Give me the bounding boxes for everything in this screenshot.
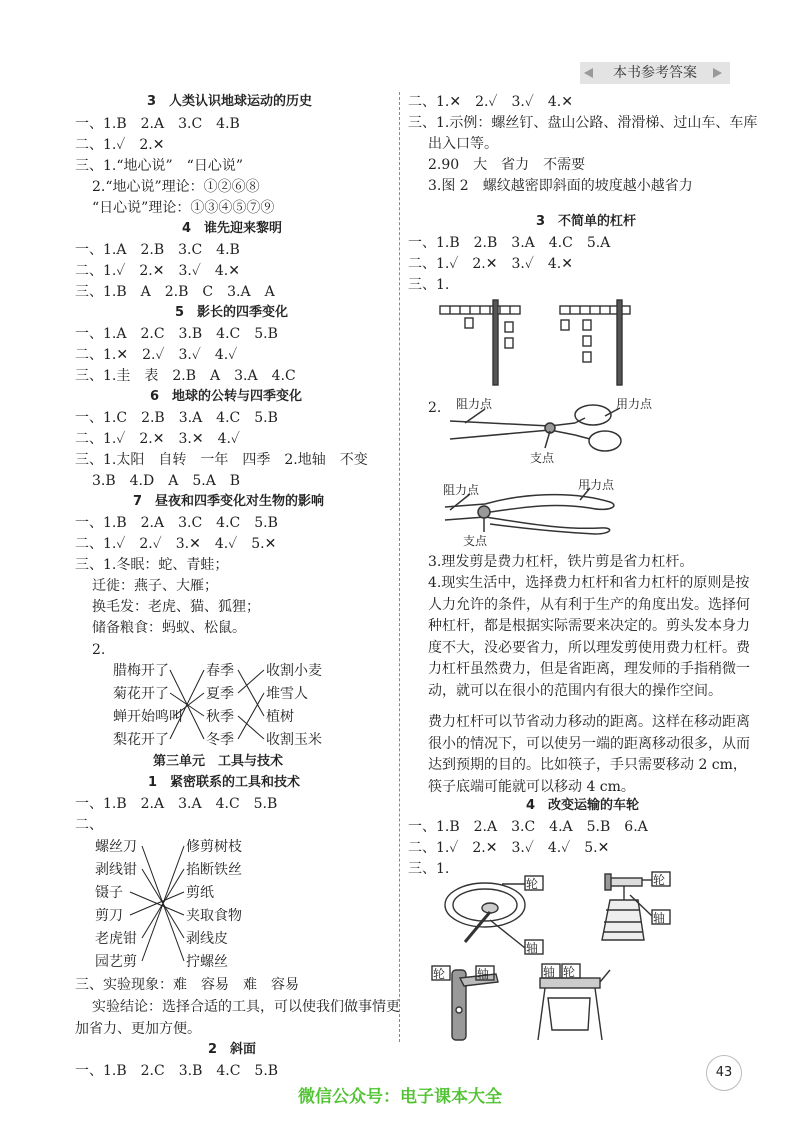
- section-title: 4 谁先迎来黎明: [182, 221, 283, 236]
- effort-point-label: 用力点: [578, 478, 615, 492]
- page-number: 43: [706, 1055, 742, 1091]
- wheel-axle-figures: [430, 870, 730, 1050]
- answer-line: 2.“地心说”理论：①②⑥⑧: [92, 179, 260, 195]
- use-item: 夹取食物: [186, 908, 242, 924]
- answer-line: 三、1.示例：螺丝钉、盘山公路、滑滑梯、过山车、车库: [408, 115, 758, 131]
- answer-line: 二、1.✕ 2.✓ 3.✓ 4.✕: [408, 94, 573, 110]
- answer-line: 二、1.✓ 2.✕: [75, 137, 165, 153]
- answer-line: “日心说”理论：①③④⑤⑦⑨: [92, 200, 275, 216]
- tool-match-lines: [0, 0, 400, 980]
- match-left-item: 菊花开了: [113, 686, 169, 702]
- tool-item: 镊子: [95, 885, 123, 901]
- answer-line: 三、1.太阳 自转 一年 四季 2.地轴 不变: [75, 452, 368, 468]
- answer-line: 一、1.A 2.C 3.B 4.C 5.B: [75, 326, 278, 342]
- fulcrum-label: 支点: [463, 534, 488, 548]
- answer-line: 三、1.B A 2.B C 3.A A: [75, 284, 275, 300]
- answer-line: 三、实验现象：难 容易 难 容易: [75, 977, 299, 993]
- answer-line: 一、1.B 2.A 3.C 4.A 5.B 6.A: [408, 819, 648, 835]
- tool-item: 剥线钳: [95, 862, 137, 878]
- section-title: 5 影长的四季变化: [175, 305, 289, 320]
- header-arrow-left-icon: [584, 68, 593, 78]
- fulcrum-label: 支点: [530, 451, 555, 465]
- section-title: 3 人类认识地球运动的历史: [147, 94, 313, 109]
- section-title: 1 紧密联系的工具和技术: [148, 775, 301, 790]
- match-mid-item: 冬季: [206, 732, 234, 748]
- match-left-item: 腊梅开了: [113, 663, 169, 679]
- answer-line: 换毛发：老虎、猫、狐狸；: [92, 599, 260, 615]
- use-item: 修剪树枝: [186, 839, 242, 855]
- answer-line: 二、1.✓ 2.✕ 3.✓ 4.✕: [75, 263, 240, 279]
- resistance-point-label: 阻力点: [456, 397, 493, 411]
- answer-line: 迁徙：燕子、大雁；: [92, 578, 218, 594]
- wheel-label: 轮: [653, 873, 666, 887]
- resistance-point-label: 阻力点: [443, 483, 480, 497]
- answer-line: 二、1.✓ 2.✕ 3.✕ 4.✓: [75, 431, 240, 447]
- lever-balance-figures: [435, 298, 635, 388]
- answer-line: 3.理发剪是费力杠杆，铁片剪是省力杠杆。: [428, 554, 694, 570]
- use-item: 剥线皮: [186, 931, 228, 947]
- answer-line: 三、1.: [408, 277, 450, 293]
- answer-line: 二、: [75, 817, 103, 833]
- answer-line: 2.: [92, 642, 106, 658]
- tool-item: 螺丝刀: [95, 839, 137, 855]
- match-right-item: 植树: [266, 709, 294, 725]
- answer-line: 一、1.B 2.A 3.C 4.C 5.B: [75, 515, 278, 531]
- axle-label: 轴: [526, 941, 539, 955]
- axle-label: 轴: [543, 965, 556, 979]
- match-right-item: 收割玉米: [266, 732, 322, 748]
- tool-item: 园艺剪: [95, 954, 137, 970]
- answer-line: 一、1.C 2.B 3.A 4.C 5.B: [75, 410, 278, 426]
- answer-line: 一、1.B 2.A 3.C 4.B: [75, 116, 240, 132]
- answer-line: 一、1.A 2.B 3.C 4.B: [75, 242, 240, 258]
- answer-line: 一、1.B 2.C 3.B 4.C 5.B: [75, 1063, 279, 1079]
- answer-line: 一、1.B 2.B 3.A 4.C 5.A: [408, 235, 611, 251]
- answer-line: 三、1.圭 表 2.B A 3.A 4.C: [75, 368, 296, 384]
- answer-line: 加省力、更加方便。: [75, 1021, 201, 1037]
- answer-line: 二、1.✓ 2.✕ 3.✓ 4.✕: [408, 256, 573, 272]
- use-item: 剪纸: [186, 885, 214, 901]
- answer-paragraph: 费力杠杆可以节省动力移动的距离。这样在移动距离很小的情况下，可以使另一端的距离移动很多，从而达到预期的目的。比如筷子，手只需要移动 2 cm，筷子底端可能就可以移动 4 cm。: [428, 714, 750, 795]
- effort-point-label: 用力点: [616, 397, 653, 411]
- match-left-item: 蝉开始鸣叫: [113, 709, 183, 725]
- answer-line: 实验结论：选择合适的工具，可以使我们做事情更: [92, 999, 400, 1015]
- answer-line: 出入口等。: [428, 136, 498, 152]
- tool-item: 剪刀: [95, 908, 123, 924]
- axle-label: 轴: [653, 911, 666, 925]
- header-banner: [580, 62, 730, 84]
- wheel-label: 轮: [433, 967, 446, 981]
- tool-item: 老虎钳: [95, 931, 137, 947]
- use-item: 掐断铁丝: [186, 862, 242, 878]
- wheel-label: 轮: [563, 965, 576, 979]
- header-title: 本书参考答案: [613, 65, 697, 81]
- match-mid-item: 春季: [206, 663, 234, 679]
- match-right-item: 收割小麦: [266, 663, 322, 679]
- unit-title: 第三单元 工具与技术: [153, 754, 284, 769]
- footer-watermark: 微信公众号：电子课本大全: [298, 1087, 502, 1107]
- match-left-item: 梨花开了: [113, 732, 169, 748]
- section-title: 2 斜面: [208, 1042, 257, 1057]
- answer-line: 3.图 2 螺纹越密即斜面的坡度越小越省力: [428, 178, 693, 194]
- wheel-label: 轮: [526, 877, 539, 891]
- answer-line: 三、1.冬眠：蛇、青蛙；: [75, 557, 229, 573]
- answer-line: 二、1.✓ 2.✕ 3.✓ 4.✓ 5.✕: [408, 840, 610, 856]
- section-title: 7 昼夜和四季变化对生物的影响: [133, 494, 325, 509]
- answer-line: 三、1.: [408, 861, 450, 877]
- answer-line: 一、1.B 2.A 3.A 4.C 5.B: [75, 796, 278, 812]
- answer-line: 二、1.✓ 2.✓ 3.✕ 4.✓ 5.✕: [75, 536, 277, 552]
- answer-line: 二、1.✕ 2.✓ 3.✓ 4.✓: [75, 347, 238, 363]
- header-arrow-right-icon: [713, 68, 722, 78]
- answer-line: 2.90 大 省力 不需要: [428, 157, 586, 173]
- answer-line: 储备粮食：蚂蚁、松鼠。: [92, 620, 246, 636]
- section-title: 6 地球的公转与四季变化: [150, 389, 303, 404]
- match-mid-item: 夏季: [206, 686, 234, 702]
- answer-line: 三、1.“地心说” “日心说”: [75, 158, 243, 174]
- answer-line: 2.: [428, 400, 442, 416]
- answer-paragraph: 4.现实生活中，选择费力杠杆和省力杠杆的原则是按人力允许的条件，从有利于生产的角度出发。选择何种杠杆，都是根据实际需要来决定的。剪头发本身力度不大，没必要省力，所以理发剪使用费力杠杆。费力杠杆虽然费力，但是省距离，理发师的手指稍微一动，就可以在很小的范围内有很大的操作空间。: [428, 575, 750, 699]
- axle-label: 轴: [477, 967, 490, 981]
- answer-line: 3.B 4.D A 5.A B: [92, 473, 241, 489]
- match-mid-item: 秋季: [206, 709, 234, 725]
- section-title: 3 不简单的杠杆: [536, 214, 637, 229]
- match-right-item: 堆雪人: [266, 686, 308, 702]
- use-item: 拧螺丝: [186, 954, 228, 970]
- section-title: 4 改变运输的车轮: [526, 798, 640, 813]
